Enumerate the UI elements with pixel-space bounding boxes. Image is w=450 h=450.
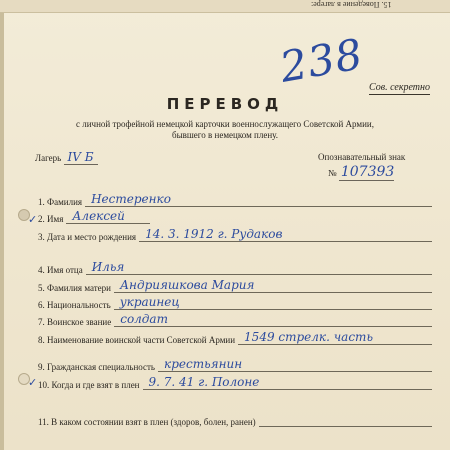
field-birth [38,228,432,242]
field-value: Алексей [72,209,125,223]
page-edge-shadow [0,0,4,450]
field-value: украинец [119,295,180,309]
field-label: 1. Фамилия [38,197,83,207]
field-value: 1549 стрелк. часть [244,330,373,344]
field-line [114,312,432,327]
field-line [143,375,432,390]
field-value: солдат [120,312,168,326]
field-military-unit [38,331,432,345]
field-value: 14. 3. 1912 г. Рудаков [145,227,283,241]
field-label: 6. Национальность [38,300,111,310]
document-title: ПЕРЕВОД [166,95,284,113]
field-first-name [38,210,150,224]
field-label: 9. Гражданская специальность [38,362,156,372]
document-subtitle: с личной трофейной немецкой карточки военнослужащего Советской Армии, бывшего в немецком плену. [75,119,374,140]
field-label: 7. Воинское звание [38,317,112,327]
id-sign-number-field [328,164,394,180]
field-father-name [38,261,432,275]
field-label: 3. Дата и место рождения [38,232,137,242]
field-capture-condition [38,413,432,427]
field-value: крестьянин [164,357,243,371]
id-number-value: 107393 [340,164,395,180]
camp-value: IV Б [64,150,98,165]
field-line [114,295,432,310]
field-captured [38,376,432,390]
id-sign-label: Опознавательный знак [318,152,406,162]
field-label: 11. В каком состоянии взят в плен (здоров, болен, ранен) [38,417,256,427]
field-line [66,209,150,224]
field-value: Нестеренко [91,192,171,206]
field-label: 4. Имя отца [38,265,83,275]
field-civil-profession [38,358,432,372]
field-line [114,278,432,293]
field-military-rank [38,313,432,327]
field-label: 2. Имя [38,214,64,224]
field-value: Илья [91,260,125,274]
check-mark-icon: ✓ [28,376,38,389]
id-number-label: № [328,168,337,178]
field-nationality [38,296,432,310]
camp-field [35,150,98,164]
field-line [86,260,432,275]
field-mother-surname [38,279,432,293]
check-mark-icon: ✓ [28,213,38,226]
handwritten-file-number: 238 [276,29,367,92]
camp-label: Лагерь [35,153,62,163]
field-label: 10. Когда и где взят в плен [38,380,140,390]
field-line [259,412,432,427]
stripe-text: 15. Поведение в лагере: [311,0,392,9]
classification-mark: Сов. секретно [369,82,430,93]
field-value: 9. 7. 41 г. Полоне [148,375,260,389]
field-line [238,330,432,345]
field-label: 5. Фамилия матери [38,283,111,293]
field-line [85,192,432,207]
field-line [139,227,432,242]
field-line [158,357,432,372]
field-value: Андрияшкова Мария [119,278,255,292]
previous-page-strip [0,0,450,13]
field-surname [38,193,432,207]
field-label: 8. Наименование воинской части Советской Армии [38,335,236,345]
